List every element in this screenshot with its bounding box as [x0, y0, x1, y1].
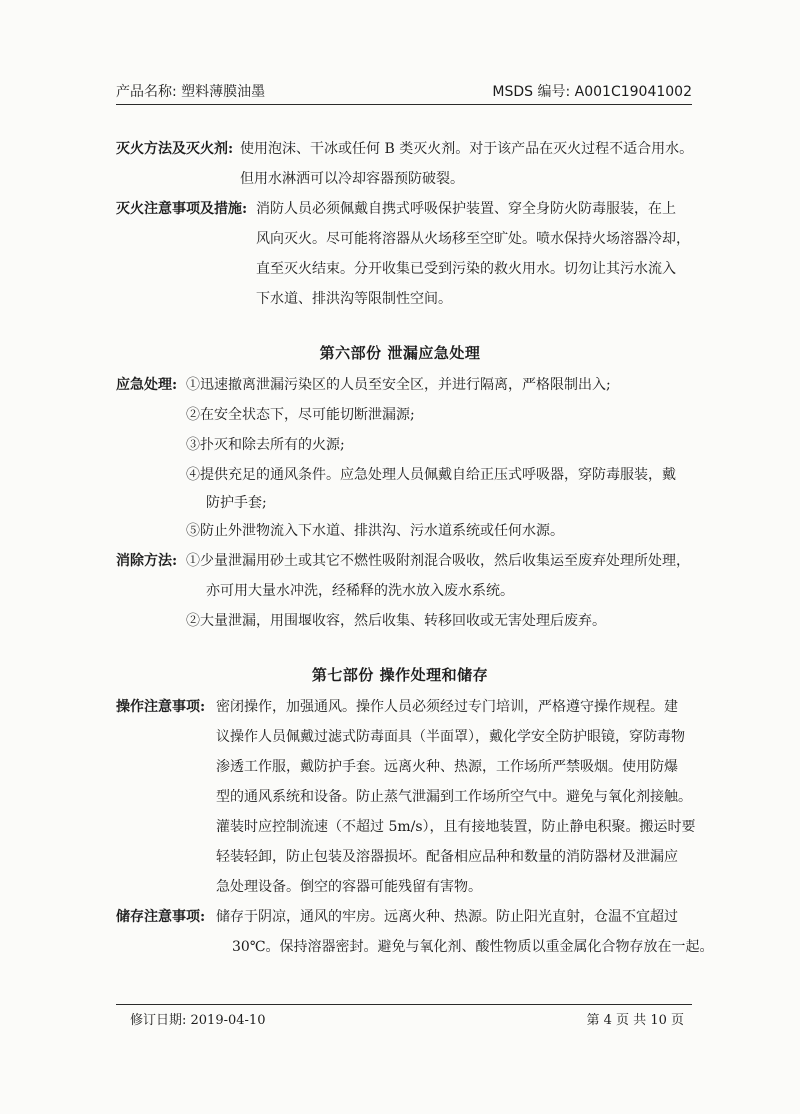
fire-method-label: 灭火方法及灭火剂:: [116, 141, 234, 157]
operation-line-7: 急处理设备。倒空的容器可能残留有害物。: [216, 879, 482, 895]
emergency-line-5: 防护手套;: [206, 495, 267, 511]
section7-title: 第七部份 操作处理和储存: [311, 666, 489, 684]
fire-notes-label: 灭火注意事项及措施:: [116, 201, 248, 217]
removal-line-2: 亦可用大量水冲洗，经稀释的洗水放入废水系统。: [206, 583, 514, 599]
operation-line-4: 型的通风系统和设备。防止蒸气泄漏到工作场所空气中。避免与氧化剂接触。: [216, 789, 692, 805]
removal-line-1: ①少量泄漏用砂土或其它不燃性吸附剂混合吸收，然后收集运至废弃处理所处理，: [186, 553, 690, 569]
emergency-line-3: ③扑灭和除去所有的火源;: [186, 437, 345, 453]
operation-label: 操作注意事项:: [116, 699, 206, 715]
fire-notes-line-4: 下水道、排洪沟等限制性空间。: [256, 291, 452, 307]
storage-line-2: 30℃。保持溶器密封。避免与氧化剂、酸性物质以重金属化合物存放在一起。: [232, 939, 714, 955]
emergency-line-2: ②在安全状态下，尽可能切断泄漏源;: [186, 407, 415, 423]
page-footer: [116, 1004, 692, 1028]
fire-notes-line-1: 消防人员必须佩戴自携式呼吸保护装置、穿全身防火防毒服装，在上: [256, 201, 676, 217]
storage-line-1: 储存于阴凉，通风的牢房。远离火种、热源。防止阳光直射，仓温不宜超过: [216, 909, 678, 925]
revision-date: 修订日期: 2019-04-10: [130, 1013, 266, 1028]
fire-notes-line-3: 直至灭火结束。分开收集已受到污染的救火用水。切勿让其污水流入: [256, 261, 676, 277]
fire-method-line-2: 但用水淋洒可以冷却容器预防破裂。: [240, 171, 464, 187]
storage-label: 储存注意事项:: [116, 909, 206, 925]
fire-notes-line-2: 风向灭火。尽可能将溶器从火场移至空旷处。喷水保持火场溶器冷却，: [256, 231, 690, 247]
emergency-line-4: ④提供充足的通风条件。应急处理人员佩戴自给正压式呼吸器，穿防毒服装，戴: [186, 467, 676, 483]
page-header: [116, 78, 692, 105]
page-number: 第 4 页 共 10 页: [586, 1013, 684, 1028]
operation-line-3: 渗透工作服，戴防护手套。远离火种、热源，工作场所严禁吸烟。使用防爆: [216, 759, 678, 775]
removal-label: 消除方法:: [116, 553, 178, 569]
removal-line-3: ②大量泄漏，用围堰收容，然后收集、转移回收或无害处理后废弃。: [186, 613, 606, 629]
operation-line-1: 密闭操作，加强通风。操作人员必须经过专门培训，严格遵守操作规程。建: [216, 699, 678, 715]
product-name: 产品名称: 塑料薄膜油墨: [116, 84, 266, 100]
emergency-line-6: ⑤防止外泄物流入下水道、排洪沟、污水道系统或任何水源。: [186, 523, 564, 539]
operation-line-6: 轻装轻卸，防止包装及溶器损坏。配备相应品种和数量的消防器材及泄漏应: [216, 849, 678, 865]
emergency-label: 应急处理:: [116, 377, 178, 393]
fire-method-line-1: 使用泡沫、干冰或任何 B 类灭火剂。对于该产品在灭火过程不适合用水。: [240, 141, 694, 157]
emergency-line-1: ①迅速撤离泄漏污染区的人员至安全区，并进行隔离，严格限制出入;: [186, 377, 611, 393]
section6-title: 第六部份 泄漏应急处理: [319, 344, 481, 362]
operation-line-5: 灌装时应控制流速（不超过 5m/s），且有接地装置，防止静电积聚。搬运时要: [216, 819, 696, 835]
operation-line-2: 议操作人员佩戴过滤式防毒面具（半面罩），戴化学安全防护眼镜，穿防毒物: [216, 729, 685, 745]
msds-number: MSDS 编号: A001C19041002: [492, 84, 692, 100]
